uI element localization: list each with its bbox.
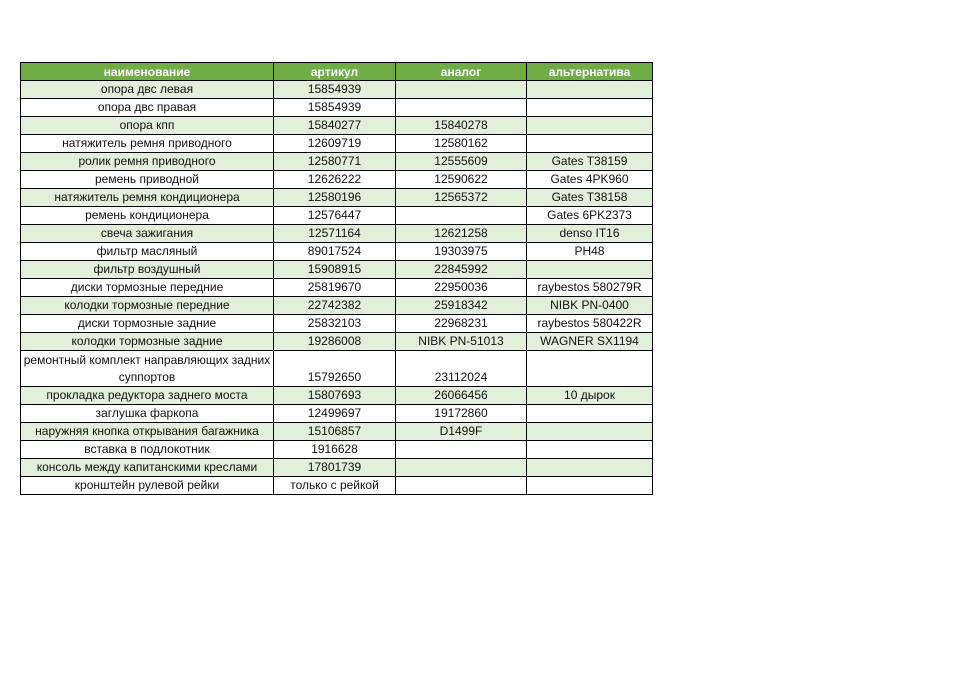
cell-analog[interactable]: 22950036: [396, 279, 527, 297]
cell-article[interactable]: 12626222: [274, 171, 396, 189]
cell-article[interactable]: 12499697: [274, 405, 396, 423]
cell-alternative[interactable]: [527, 261, 653, 279]
cell-article[interactable]: только с рейкой: [274, 477, 396, 495]
cell-analog[interactable]: [396, 459, 527, 477]
table-row: [21, 387, 653, 405]
cell-name[interactable]: опора двс левая: [21, 81, 274, 99]
cell-alternative[interactable]: denso IT16: [527, 225, 653, 243]
table-body: [21, 81, 653, 495]
table-row: [21, 171, 653, 189]
cell-alternative[interactable]: 10 дырок: [527, 387, 653, 405]
cell-analog[interactable]: 12580162: [396, 135, 527, 153]
cell-analog[interactable]: D1499F: [396, 423, 527, 441]
cell-article[interactable]: 22742382: [274, 297, 396, 315]
parts-table: [20, 62, 653, 495]
cell-name[interactable]: натяжитель ремня приводного: [21, 135, 274, 153]
cell-alternative[interactable]: [527, 117, 653, 135]
cell-article[interactable]: 15854939: [274, 99, 396, 117]
cell-alternative[interactable]: Gates 4PK960: [527, 171, 653, 189]
cell-article[interactable]: 15106857: [274, 423, 396, 441]
cell-name[interactable]: опора кпп: [21, 117, 274, 135]
table-row: [21, 297, 653, 315]
cell-name[interactable]: натяжитель ремня кондиционера: [21, 189, 274, 207]
cell-analog[interactable]: 25918342: [396, 297, 527, 315]
cell-analog[interactable]: [396, 99, 527, 117]
cell-name[interactable]: колодки тормозные задние: [21, 333, 274, 351]
table-row: [21, 153, 653, 171]
cell-article[interactable]: 15840277: [274, 117, 396, 135]
cell-analog[interactable]: 19303975: [396, 243, 527, 261]
cell-analog[interactable]: 22845992: [396, 261, 527, 279]
table-row: [21, 207, 653, 225]
cell-name[interactable]: ремонтный комплект направляющих задних суппортов: [21, 351, 274, 387]
cell-article[interactable]: 25832103: [274, 315, 396, 333]
table-row: [21, 315, 653, 333]
cell-name[interactable]: колодки тормозные передние: [21, 297, 274, 315]
table-row: [21, 99, 653, 117]
cell-analog[interactable]: 15840278: [396, 117, 527, 135]
cell-article[interactable]: 15854939: [274, 81, 396, 99]
spreadsheet-page: [20, 62, 652, 495]
column-header-alternative[interactable]: альтернатива: [527, 63, 653, 81]
table-row: [21, 333, 653, 351]
cell-analog[interactable]: 12555609: [396, 153, 527, 171]
cell-name[interactable]: фильтр масляный: [21, 243, 274, 261]
cell-analog[interactable]: 19172860: [396, 405, 527, 423]
cell-name[interactable]: заглушка фаркопа: [21, 405, 274, 423]
table-row: [21, 459, 653, 477]
cell-article[interactable]: 12571164: [274, 225, 396, 243]
cell-article[interactable]: 1916628: [274, 441, 396, 459]
cell-name[interactable]: наружняя кнопка открывания багажника: [21, 423, 274, 441]
cell-name[interactable]: диски тормозные передние: [21, 279, 274, 297]
cell-analog[interactable]: 12590622: [396, 171, 527, 189]
cell-article[interactable]: 17801739: [274, 459, 396, 477]
cell-analog[interactable]: [396, 207, 527, 225]
cell-name[interactable]: свеча зажигания: [21, 225, 274, 243]
cell-name[interactable]: кронштейн рулевой рейки: [21, 477, 274, 495]
table-header: [21, 63, 653, 81]
cell-name[interactable]: ремень кондиционера: [21, 207, 274, 225]
table-row: [21, 477, 653, 495]
table-row: [21, 261, 653, 279]
cell-alternative[interactable]: raybestos 580279R: [527, 279, 653, 297]
cell-alternative[interactable]: [527, 351, 653, 387]
table-row: [21, 81, 653, 99]
cell-analog[interactable]: [396, 441, 527, 459]
table-row: [21, 405, 653, 423]
table-row: [21, 279, 653, 297]
table-row: [21, 225, 653, 243]
cell-alternative[interactable]: [527, 459, 653, 477]
cell-analog[interactable]: 12565372: [396, 189, 527, 207]
cell-alternative[interactable]: [527, 135, 653, 153]
cell-name[interactable]: консоль между капитанскими креслами: [21, 459, 274, 477]
cell-name[interactable]: опора двс правая: [21, 99, 274, 117]
cell-article[interactable]: 89017524: [274, 243, 396, 261]
cell-alternative[interactable]: [527, 81, 653, 99]
cell-alternative[interactable]: Gates T38158: [527, 189, 653, 207]
cell-alternative[interactable]: NIBK PN-0400: [527, 297, 653, 315]
cell-article[interactable]: 12576447: [274, 207, 396, 225]
cell-article[interactable]: 25819670: [274, 279, 396, 297]
cell-alternative[interactable]: PH48: [527, 243, 653, 261]
cell-article[interactable]: 15792650: [274, 351, 396, 387]
cell-alternative[interactable]: WAGNER SX1194: [527, 333, 653, 351]
cell-analog[interactable]: NIBK PN-51013: [396, 333, 527, 351]
cell-name[interactable]: диски тормозные задние: [21, 315, 274, 333]
table-row: [21, 351, 653, 387]
cell-alternative[interactable]: [527, 477, 653, 495]
cell-name[interactable]: ремень приводной: [21, 171, 274, 189]
header-row: [21, 63, 653, 81]
cell-alternative[interactable]: [527, 423, 653, 441]
table-row: [21, 423, 653, 441]
cell-name[interactable]: фильтр воздушный: [21, 261, 274, 279]
cell-article[interactable]: 12609719: [274, 135, 396, 153]
cell-analog[interactable]: 26066456: [396, 387, 527, 405]
cell-analog[interactable]: 22968231: [396, 315, 527, 333]
table-row: [21, 135, 653, 153]
cell-analog[interactable]: [396, 81, 527, 99]
table-row: [21, 189, 653, 207]
column-header-article[interactable]: артикул: [274, 63, 396, 81]
cell-article[interactable]: 15807693: [274, 387, 396, 405]
cell-name[interactable]: прокладка редуктора заднего моста: [21, 387, 274, 405]
cell-article[interactable]: 12580196: [274, 189, 396, 207]
cell-analog[interactable]: 12621258: [396, 225, 527, 243]
cell-name[interactable]: ролик ремня приводного: [21, 153, 274, 171]
cell-analog[interactable]: 23112024: [396, 351, 527, 387]
cell-analog[interactable]: [396, 477, 527, 495]
cell-alternative[interactable]: [527, 441, 653, 459]
table-row: [21, 117, 653, 135]
cell-article[interactable]: 19286008: [274, 333, 396, 351]
cell-article[interactable]: 12580771: [274, 153, 396, 171]
cell-article[interactable]: 15908915: [274, 261, 396, 279]
table-row: [21, 243, 653, 261]
column-header-analog[interactable]: аналог: [396, 63, 527, 81]
column-header-name[interactable]: наименование: [21, 63, 274, 81]
table-row: [21, 441, 653, 459]
cell-name[interactable]: вставка в подлокотник: [21, 441, 274, 459]
cell-alternative[interactable]: [527, 405, 653, 423]
cell-alternative[interactable]: raybestos 580422R: [527, 315, 653, 333]
cell-alternative[interactable]: [527, 99, 653, 117]
cell-alternative[interactable]: Gates 6PK2373: [527, 207, 653, 225]
cell-alternative[interactable]: Gates T38159: [527, 153, 653, 171]
